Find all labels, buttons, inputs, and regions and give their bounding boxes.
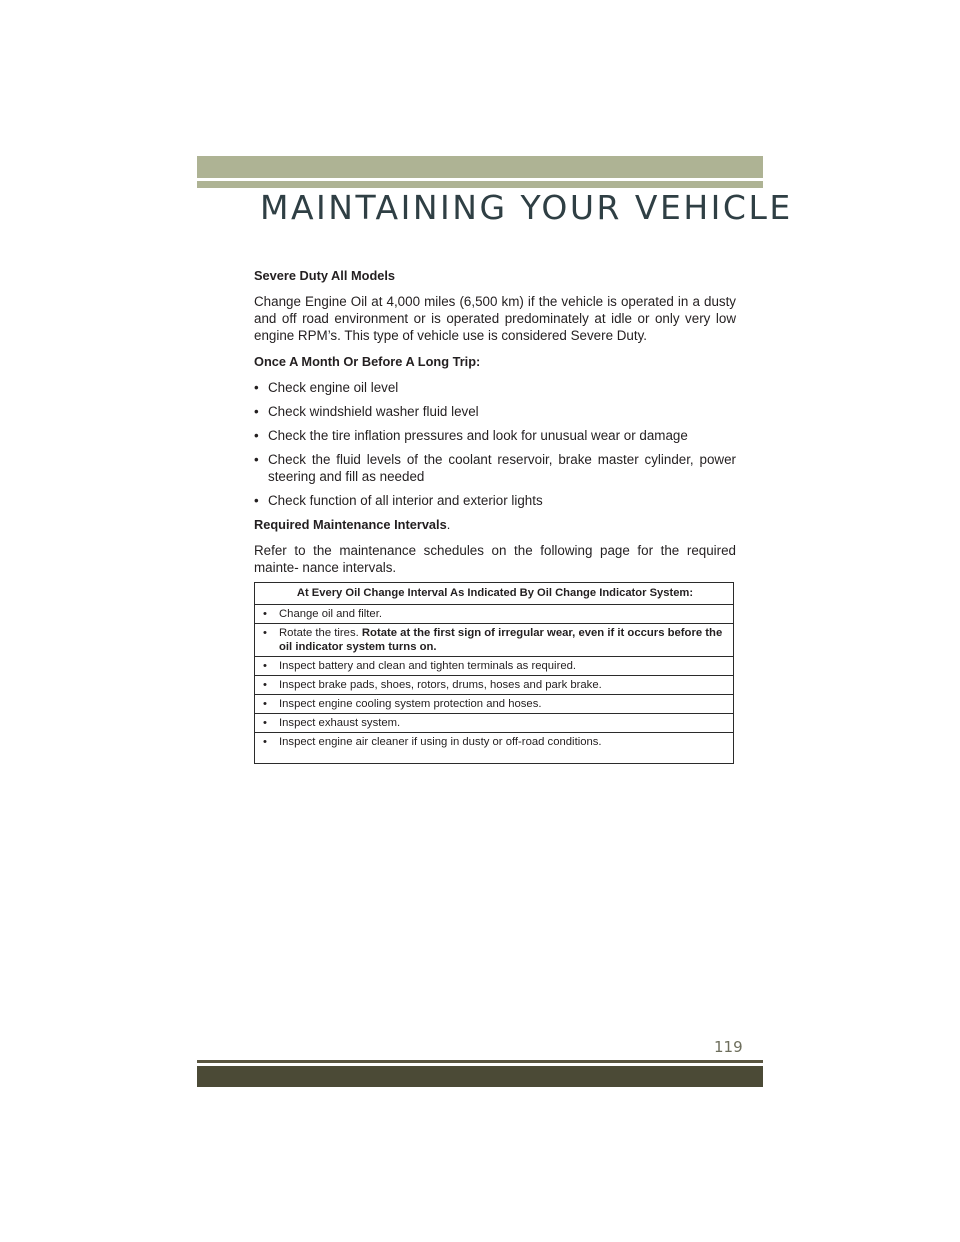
bullet-dot: • — [263, 736, 267, 748]
bullet-dot: • — [254, 428, 259, 443]
list-item: • Check windshield washer fluid level — [254, 404, 479, 419]
bullet-dot: • — [263, 627, 267, 639]
header-rule — [197, 181, 763, 188]
page-number: 119 — [714, 1038, 743, 1056]
bullet-dot: • — [263, 679, 267, 691]
severe-duty-heading: Severe Duty All Models — [254, 268, 396, 283]
bullet-dot: • — [254, 404, 259, 419]
table-row: • Inspect engine cooling system protection and hoses. — [255, 695, 734, 714]
bullet-dot: • — [254, 493, 259, 508]
table-row: • Inspect battery and clean and tighten terminals as required. — [255, 657, 734, 676]
table-row: • Inspect engine air cleaner if using in dusty or off-road conditions. — [255, 733, 734, 764]
bullet-dot: • — [263, 608, 267, 620]
table-row: • Change oil and filter. — [255, 605, 734, 624]
maintenance-intervals-heading: Required Maintenance Intervals. — [254, 517, 451, 532]
maintenance-table — [254, 582, 734, 764]
list-item: • Check function of all interior and exterior lights — [254, 493, 543, 508]
severe-duty-text: Change Engine Oil at 4,000 miles (6,500 km) if the vehicle is operated in a dusty and off road environment or is operated predominately at idle or only very low engine RPM’s. This type of vehicle use is considered Severe Duty. — [254, 294, 736, 343]
bullet-dot: • — [263, 698, 267, 710]
list-item: • Check the fluid levels of the coolant reservoir, brake master cylinder, power steering and fill as needed — [254, 452, 736, 484]
maintenance-intervals-text: Refer to the maintenance schedules on the following page for the required mainte- nance intervals. — [254, 543, 736, 575]
header-band — [197, 156, 763, 178]
monthly-check-heading: Once A Month Or Before A Long Trip: — [254, 354, 481, 369]
footer-band — [197, 1066, 763, 1087]
bullet-dot: • — [263, 717, 267, 729]
monthly-check-list — [254, 379, 736, 509]
list-item: • Check engine oil level — [254, 380, 399, 395]
table-header: At Every Oil Change Interval As Indicated By Oil Change Indicator System: — [255, 583, 734, 605]
bullet-dot: • — [254, 452, 259, 467]
bullet-dot: • — [254, 380, 259, 395]
list-item: • Check the tire inflation pressures and look for unusual wear or damage — [254, 428, 688, 443]
table-row: • Inspect exhaust system. — [255, 714, 734, 733]
table-header-row — [255, 583, 734, 605]
page-title: MAINTAINING YOUR VEHICLE — [260, 188, 793, 227]
table-row: • Rotate the tires. Rotate at the first sign of irregular wear, even if it occurs before the oil indicator system turns on. — [255, 624, 734, 657]
bullet-dot: • — [263, 660, 267, 672]
footer-rule — [197, 1060, 763, 1063]
table-row: • Inspect brake pads, shoes, rotors, drums, hoses and park brake. — [255, 676, 734, 695]
page-content — [254, 267, 736, 764]
